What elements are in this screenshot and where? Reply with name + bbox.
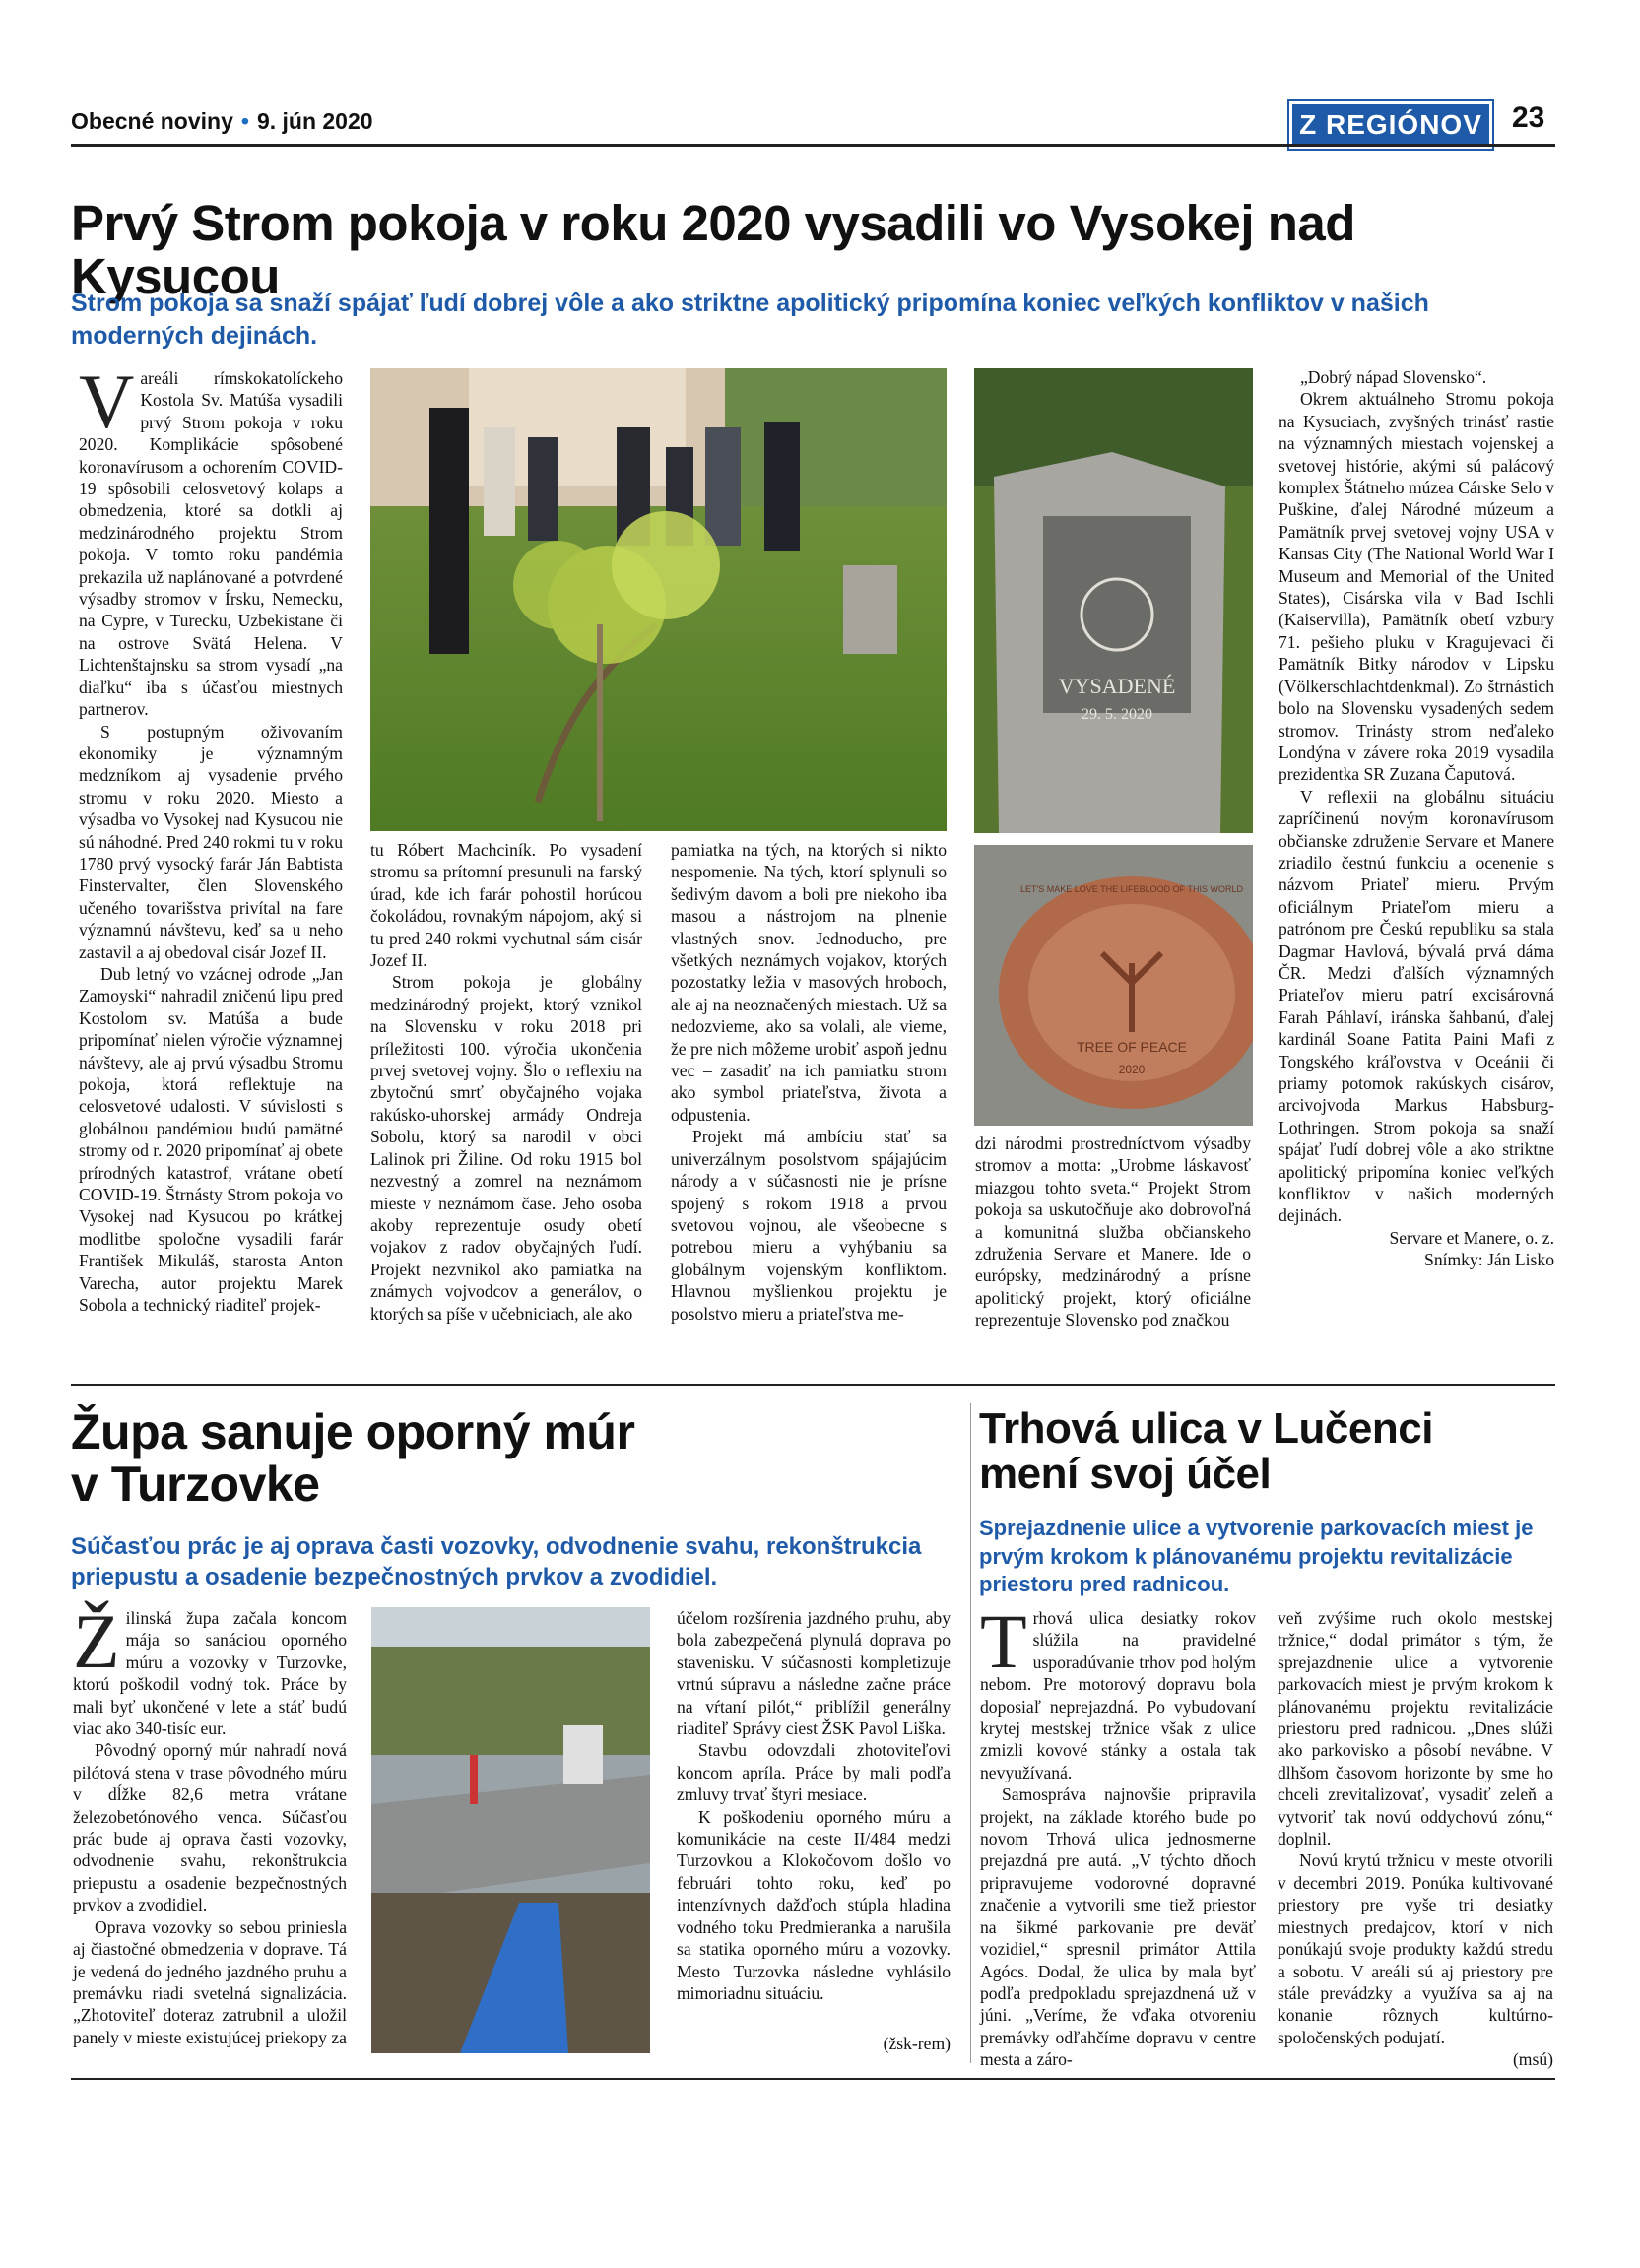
separator-dot: • [240,108,249,134]
article1-column-1 [79,358,343,1316]
paragraph: Samospráva najnovšie pripravila projekt, na základe ktorého bude po novom Trhová ulica jednosmerne prejazdná pre autá. „V týchto dňoch pripravujeme vodorovné dopravné značenie a vytvorili sme tiež priestor na šikmé parkovanie pre deväť vozidiel,“ spresnil primátor Attila Agócs. Dodal, že ulica by mala byť podľa predpokladu sprejazdnená už v júni. „Veríme, že vďaka otvoreniu premávky odľahčíme dopravu v centre mesta a záro- [980,1784,1256,2070]
photo-memorial-stone [974,368,1253,833]
article2-title [71,1406,938,1510]
article2-column-1 [73,1598,347,2048]
article1-column-2 [370,839,642,1325]
column-divider [970,1403,971,2063]
tree-planting-image [370,368,947,831]
stone-date: 29. 5. 2020 [1082,706,1152,723]
article2-lead: Súčasťou prác je aj oprava časti vozovky, odvodnenie svahu, rekonštrukcia priepustu a osadenie bezpečnostných prvkov a zvodidiel. [71,1533,922,1591]
paragraph: Pôvodný oporný múr nahradí nová pilótová stena v trase pôvodného múru v dĺžke 82,6 metra vrátane železobetónového venca. Súčasťou prác bude aj oprava časti vozovky, odvodnenie svahu, rekonštrukcia priepustu a osadenie bezpečnostných prvkov a zvodidiel. [73,1740,347,1915]
paragraph: Strom pokoja je globálny medzinárodný projekt, ktorý vznikol na Slovensku v roku 2018 pri príležitosti 100. výročia ukončenia prvej svetovej vojny. Šlo o reflexiu na zbytočnú smrť obyčajného vojaka rakúsko-uhorskej armády Ondreja Sobolu, ktorý sa narodil v obci Lalinok pri Žiline. Od roku 1915 bol nezvestný a zomrel na neznámom mieste v neznámom čase. Jeho osoba akoby reprezentuje osudy obetí vojakov z radov obyčajných ľudí. Projekt nezvnikol ako pamiatka na známych vojvodcov a generálov, o ktorých sa píše v učebniciach, ale ako [370,972,642,1324]
paragraph: V reflexii na globálnu situáciu zapríčinenú novým koronavírusom občianske združenie Servare et Manere zriadilo čestnú funkciu a ocenenie s názvom Priateľ mieru. Prvým oficiálnym Priateľom mieru a patrónom pre Českú republiku sa stala Dagmar Havlová, bývalá prvá dáma ČR. Medzi ďalších významných Priateľov mieru patrí excisárovná Farah Páhlaví, iránska šahbanú, ďalej kardinál Soane Patita Paini Mafi z Tongského kráľovstva v Oceánii či priamy potomok rakúskych cisárov, arcivojvoda Markus Habsburg-Lothringen. Strom pokoja sa snaží spájať ľudí dobrej vôle a ako striktne apolitický pripomína koniec veľkých konfliktov v našich moderných dejinách. [1279,786,1554,1226]
paragraph: ilinská župa začala koncom mája so sanáciou oporného múru a vozovky v Turzovke, ktorú poškodil vodný tok. Práce by mali byť ukončené v lete a stáť budú viac ako 340-tisíc eur. [73,1608,347,1739]
article3-signature: (msú) [1512,2049,1553,2070]
article1-column-4 [975,1133,1251,1331]
paragraph: pamiatka na tých, na ktorých si nikto nespomenie. Na tých, ktorí splynuli so šedivým davom a boli pre niekoho iba masou a nástrojom na plnenie vlastných snov. Jednoducho, pre všetkých neznámych vojakov, ktorých pozostatky ležia v masových hroboch, ale aj na neoznačených miestach. Už sa nedozvieme, ako sa volali, ale vieme, že pre nich môžeme urobiť aspoň jednu vec – zasadiť na ich pamiatku strom ako symbol priateľstva, života a odpustenia. [671,840,947,1125]
section-tag: Z REGIÓNOV [1289,101,1492,149]
page-number: 23 [1512,101,1545,134]
paragraph: Oprava vozovky so sebou priniesla aj čiastočné obmedzenia v doprave. Tá je vedená do jedného jazdného pruhu a premávku riadi svetelná signalizácia. „Zhotoviteľ doteraz zatrubnil a uložil panely v mieste existujúcej priekopy za [73,1916,347,2047]
photo-tree-planting [370,368,947,831]
stone-text: VYSADENÉ [1058,674,1176,698]
paragraph: Dub letný vo vzácnej odrode „Jan Zamoyski“ nahradil zničenú lipu pred Kostolom sv. Matúša a bude pripomínať nielen výročie významnej návštevy, ale aj prvú výsadbu Stromu pokoja, ktorá reflektuje na celosvetové udalosti. V súvislosti s globálnou pandémiou budú pamätné stromy od r. 2020 pripomínať aj obete prírodných katastrof, vrátane obetí COVID-19. Štrnásty Strom pokoja vo Vysokej nad Kysucou po krátkej modlitbe spoločne vysadili farár František Mikuláš, starosta Anton Varecha, autor projektu Marek Sobola a technický riaditeľ projek- [79,963,343,1316]
paragraph: tu Róbert Machciník. Po vysadení stromu sa prítomní presunuli na farský úrad, kde ich farár pohostil horúcou čokoládou, rovnakým nápojom, aký si tu pred 240 rokmi vychutnal sám cisár Jozef II. [370,840,642,971]
title-line: mení svoj účel [979,1450,1272,1499]
article3-column-2 [1278,1607,1553,2071]
masthead [71,108,373,135]
paragraph: veň zvýšime ruch okolo mestskej tržnice,“ dodal primátor s tým, že sprejazdnenie ulice a vytvorenie parkovacích miest je prvým krokom k plánovanému projektu revitalizácie priestoru pred radnicou. „Dnes slúži ako parkovisko a pôsobí nevábne. V dlhšom časovom horizonte by sme ho chceli zrevitalizovať, vysadiť zeleň a vytvoriť tak novú oddychovú zónu,“ doplnil. [1278,1608,1553,1849]
photo-medal [974,845,1253,1126]
memorial-stone-image [974,368,1253,833]
paragraph: K poškodeniu oporného múru a komunikácie na ceste II/484 medzi Turzovkou a Klokočovom došlo vo februári tohto roku, keď po intenzívnych dažďoch stúpla hladina vodného toku Predmieranka a narušila sa statika oporného múru a vozovky. Mesto Turzovka následne vyhlásilo mimoriadnu situáciu. [677,1806,951,2003]
paragraph: dzi národmi prostredníctvom výsadby stromov a motta: „Urobme láskavosť miazgou tohto sveta.“ Projekt Strom pokoja sa uskutočňuje ako dobrovoľná a komunitná služba občianskeho združenia Servare et Manere. Ide o európsky, medzinárodný a prísne apolitický projekt, ktorý oficiálne reprezentuje Slovensko pod značkou [975,1134,1251,1330]
medal-rim-text: LET'S MAKE LOVE THE LIFEBLOOD OF THIS WORLD [1020,884,1243,894]
article1-title: Prvý Strom pokoja v roku 2020 vysadili vo Vysokej nad Kysucou [71,195,1355,304]
article2-column-2 [677,1607,951,2004]
photo-road-works [371,1607,650,2053]
article3-lead: Sprejazdnenie ulice a vytvorenie parkovacích miest je prvým krokom k plánovanému projektu revitalizácie priestoru pred radnicou. [979,1516,1534,1597]
paragraph: „Dobrý nápad Slovensko“. [1300,367,1487,387]
bottom-rule [71,2078,1555,2080]
title-line: Trhová ulica v Lučenci [979,1404,1433,1453]
paragraph: Okrem aktuálneho Stromu pokoja na Kysuciach, zvyšných trinásť rastie na významných miestach vojenskej a svetovej histórie, akými sú palácový komplex Štátneho múzea Cárske Selo v Puškine, ďalej Národné múzeum a Pamätník prvej svetovej vojny USA v Kansas City (The National World War I Museum and Memorial of the United States), Cisárska vila v Bad Ischli (Kaiservilla), Pamätník obetí vzbury 71. pešieho pluku v Kragujevaci či Pamätník Bitky národov v Lipsku (Völkerschlachtdenkmal). Zo štrnástich bolo na Slovensku vysadených sedem stromov. Trinásty strom neďaleko Londýna v závere roka 2019 vysadila prezidentka SR Zuzana Čaputová. [1279,389,1554,785]
paragraph: Projekt má ambíciu stať sa univerzálnym posolstvom spájajúcim národy a v súčasnosti nie je prísne spojený s rokom 1918 a prvou svetovou vojnou, ale všeobecne s potrebou mieru a vyhýbaniu sa globálnym vojenským konfliktom. Hlavnou myšlienkou projektu je posolstvo mieru a priateľstva me- [671,1127,947,1324]
article1-lead: Strom pokoja sa snaží spájať ľudí dobrej vôle a ako striktne apolitický pripomína koniec veľkých konfliktov v našich moderných dejinách. [71,290,1429,350]
paragraph: rhová ulica desiatky rokov slúžila na pravidelné usporadúvanie trhov pod holým nebom. Pre motorový dopravu bola doposiaľ neprejazdná. Po vybudovaní krytej mestskej tržnice však z ulice zmizli kovové stánky a ostala tak nevyužívaná. [980,1608,1256,1782]
paragraph: účelom rozšírenia jazdného pruhu, aby bola zabezpečená plynulá doprava po stavenisku. V súčasnosti kompletizuje vrtnú súpravu a následne začne práce na vŕtaní pilót,“ priblížil generálny riaditeľ Správy ciest ŽSK Pavol Liška. [677,1608,951,1739]
dropcap: V [79,358,135,444]
article1-column-5 [1279,366,1554,1271]
paper-name: Obecné noviny [71,108,233,134]
article3-title [979,1406,1560,1497]
medal-center-text: TREE OF PEACE [1076,1039,1188,1055]
medal-image [974,845,1253,1126]
article3-column-1 [980,1598,1256,2071]
paragraph: areáli rímskokatolíckeho Kostola Sv. Matúša vysadili prvý Strom pokoja v roku 2020. Komplikácie spôsobené koronavírusom a ochorením COVID-19 spôsobili celosvetový kolaps a obmedzenia, ktoré sa dotkli aj medzinárodného projektu Strom pokoja. V tomto roku pandémia prekazila už naplánované a potvrdené výsadby stromov v Írsku, Nemecku, na Cypre, v Turecku, Uzbekistane či na ostrove Svätá Helena. V Lichtenštajnsku sa strom vysadí „na diaľku“ iba s účasťou miestnych partnerov. [79,368,343,720]
header-rule [71,144,1555,147]
paragraph: S postupným oživovaním ekonomiky je významným medzníkom aj vysadenie prvého stromu v roku 2020. Miesto a výsadba vo Vysokej nad Kysucou nie sú náhodné. Pred 240 rokmi tu v roku 1780 prvý vysocký farár Ján Babtista Finstervalter, člen Slovenského učeného tovarišstva privítal na fare významnú návštevu, keď sa u neho zastavil a aj obedoval cisár Jozef II. [79,721,343,962]
section-divider [71,1384,1555,1386]
title-line: Župa sanuje oporný múr [71,1404,635,1459]
dropcap: Ž [73,1598,120,1684]
paragraph: Stavbu odovzdali zhotoviteľovi koncom apríla. Práce by mali podľa zmluvy trvať štyri mesiace. [677,1740,951,1805]
medal-year: 2020 [1118,1063,1146,1076]
article2-signature: (žsk-rem) [883,2034,951,2053]
article1-column-3 [671,839,947,1325]
road-works-image [371,1607,650,2053]
paragraph: Novú krytú tržnicu v meste otvorili v decembri 2019. Ponúka kultivované priestory pre vyše tri desiatky miestnych predajcov, ktorí v nich ponúkajú svoje produkty každú stredu a sobotu. V areáli sú aj priestory pre stále prevádzky a využíva sa aj na konanie rôznych kultúrno-spoločenských podujatí. [1278,1850,1553,2047]
issue-date: 9. jún 2020 [256,108,373,134]
title-line: v Turzovke [71,1456,320,1512]
photo-credit: Snímky: Ján Lisko [1424,1250,1554,1270]
dropcap: T [980,1598,1027,1684]
signature: Servare et Manere, o. z. [1389,1227,1554,1248]
